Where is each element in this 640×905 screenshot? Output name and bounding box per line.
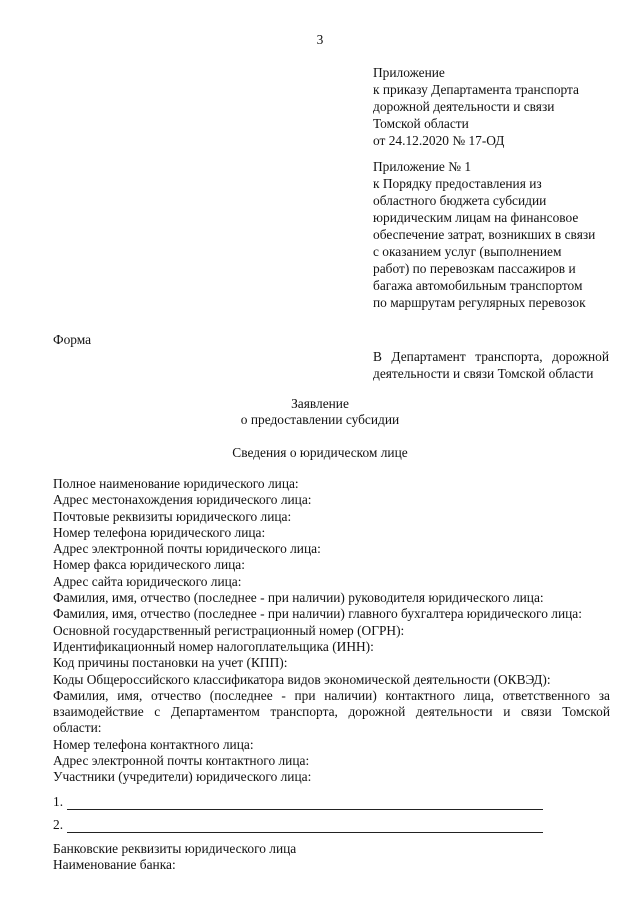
statement-title xyxy=(0,396,640,428)
procedure-appendix-header xyxy=(373,158,623,311)
appendix-line: дорожной деятельности и связи xyxy=(373,99,555,114)
founder-blank-line[interactable] xyxy=(67,796,543,810)
field-director-name: Фамилия, имя, отчество (последнее - при наличии) руководителя юридического лица: xyxy=(53,590,544,606)
field-contact-person xyxy=(53,688,610,737)
field-full-name: Полное наименование юридического лица: xyxy=(53,476,299,491)
appendix-line: Томской области xyxy=(373,116,469,131)
field-ogrn: Основной государственный регистрационный номер (ОГРН): xyxy=(53,622,405,638)
contact-person-line-2: взаимодействие с Департаментом транспорта, дорожной деятельности и связи Томской xyxy=(53,704,610,720)
appendix-one-line: юридическим лицам на финансовое xyxy=(373,210,579,225)
addressee xyxy=(373,348,609,382)
field-contact-phone: Номер телефона контактного лица: xyxy=(53,736,254,752)
contact-person-line-3: области: xyxy=(53,720,102,736)
appendix-one-line: с оказанием услуг (выполнением xyxy=(373,244,562,259)
field-kpp: Код причины постановки на учет (КПП): xyxy=(53,655,288,671)
page-number: 3 xyxy=(316,32,324,47)
appendix-one-line: областного бюджета субсидии xyxy=(373,193,547,208)
field-inn: Идентификационный номер налогоплательщика (ИНН): xyxy=(53,638,374,654)
bank-name-label: Наименование банка: xyxy=(53,857,176,872)
appendix-one-line: по маршрутам регулярных перевозок xyxy=(373,295,586,310)
field-fax: Номер факса юридического лица: xyxy=(53,557,245,573)
founder-row xyxy=(53,789,610,810)
field-postal-details: Почтовые реквизиты юридического лица: xyxy=(53,508,292,524)
legal-entity-fields xyxy=(53,476,610,786)
appendix-line: Приложение xyxy=(373,65,445,80)
appendix-one-line: к Порядку предоставления из xyxy=(373,176,542,191)
appendix-one-line: обеспечение затрат, возникших в связи xyxy=(373,227,596,242)
appendix-one-line: Приложение № 1 xyxy=(373,159,472,174)
founder-number: 1. xyxy=(53,794,64,809)
field-contact-email: Адрес электронной почты контактного лица: xyxy=(53,753,310,769)
field-email: Адрес электронной почты юридического лица: xyxy=(53,541,321,557)
contact-person-line-1: Фамилия, имя, отчество (последнее - при наличии) контактного лица, ответственного за xyxy=(53,687,610,703)
order-appendix-header xyxy=(373,64,623,149)
field-founders: Участники (учредители) юридического лица: xyxy=(53,769,312,785)
appendix-line: от 24.12.2020 № 17-ОД xyxy=(373,133,505,148)
founder-row xyxy=(53,812,610,833)
form-label: Форма xyxy=(53,332,92,347)
field-website: Адрес сайта юридического лица: xyxy=(53,573,242,589)
addressee-line-1: В Департамент транспорта, дорожной xyxy=(373,349,609,364)
statement-heading: Заявление xyxy=(291,396,349,411)
appendix-one-line: работ) по перевозкам пассажиров и xyxy=(373,261,576,276)
statement-subheading: о предоставлении субсидии xyxy=(240,412,400,427)
appendix-line: к приказу Департамента транспорта xyxy=(373,82,579,97)
appendix-one-line: багажа автомобильным транспортом xyxy=(373,278,583,293)
founder-blank-line[interactable] xyxy=(67,819,543,833)
field-address: Адрес местонахождения юридического лица: xyxy=(53,492,312,508)
founders-list xyxy=(53,789,610,835)
founder-number: 2. xyxy=(53,817,64,832)
field-phone: Номер телефона юридического лица: xyxy=(53,524,266,540)
bank-details-title: Банковские реквизиты юридического лица xyxy=(53,841,297,856)
section-title: Сведения о юридическом лице xyxy=(232,445,408,460)
field-accountant-name: Фамилия, имя, отчество (последнее - при наличии) главного бухгалтера юридического лица: xyxy=(53,606,582,622)
addressee-line-2: деятельности и связи Томской области xyxy=(373,366,594,381)
bank-details xyxy=(53,841,296,873)
field-okved: Коды Общероссийского классификатора видов экономической деятельности (ОКВЭД): xyxy=(53,671,551,687)
